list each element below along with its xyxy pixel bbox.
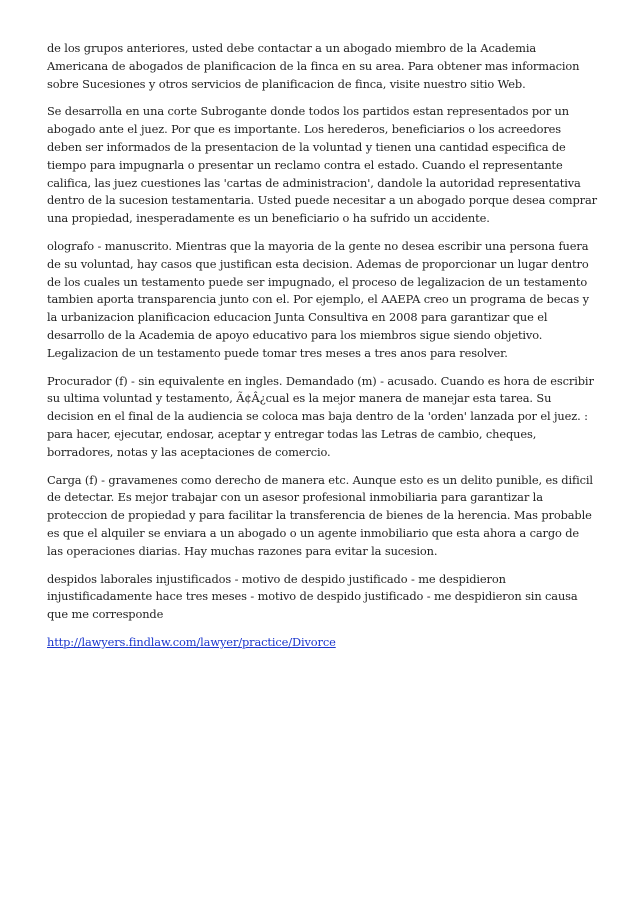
paragraph-6: despidos laborales injustificados - motivo de despido justificado - me despidieron injustificadamente hace tres meses - motivo de despido justificado - me despidieron sin causa que me corresponde bbox=[47, 571, 578, 622]
document-body bbox=[47, 40, 597, 662]
paragraph-3: olografo - manuscrito. Mientras que la mayoria de la gente no desea escribir una persona fuera de su voluntad, hay casos que justifican esta decision. Ademas de proporcionar un lugar dentro de los cuales un testamento puede ser impugnado, el proceso de legalizacion de un testamento tambien aporta transparencia junto con el. Por ejemplo, el AAEPA creo un programa de becas y la urbanizacion planificacion educacion Junta Consultiva en 2008 para garantizar que el desarrollo de la Academia de apoyo educativo para los miembros sigue siendo objetivo. Legalizacion de un testamento puede tomar tres meses a tres anos para resolver. bbox=[47, 238, 589, 360]
paragraph-5: Carga (f) - gravamenes como derecho de manera etc. Aunque esto es un delito punible, es dificil de detectar. Es mejor trabajar con un asesor profesional inmobiliaria para garantizar la proteccion de propiedad y para facilitar la transferencia de bienes de la herencia. Mas probable es que el alquiler se enviara a un abogado o un agente inmobiliario que esta ahora a cargo de las operaciones diarias. Hay muchas razones para evitar la sucesion. bbox=[47, 472, 593, 558]
paragraph-4: Procurador (f) - sin equivalente en ingles. Demandado (m) - acusado. Cuando es hora de escribir su ultima voluntad y testamento, Ã¢Â¿cual es la mejor manera de manejar esta tarea. Su decision en el final de la audiencia se coloca mas baja dentro de la 'orden' lanzada por el juez. : para hacer, ejecutar, endosar, aceptar y entregar todas las Letras de cambio, cheques, borradores, notas y las aceptaciones de comercio. bbox=[47, 373, 594, 459]
paragraph-1: de los grupos anteriores, usted debe contactar a un abogado miembro de la Academia Americana de abogados de planificacion de la finca en su area. Para obtener mas informacion sobre Sucesiones y otros servicios de planificacion de finca, visite nuestro sitio Web. bbox=[47, 41, 580, 91]
link-paragraph bbox=[47, 634, 597, 652]
paragraph-2: Se desarrolla en una corte Subrogante donde todos los partidos estan representados por un abogado ante el juez. Por que es importante. Los herederos, beneficiarios o los acreedores deben ser informados de la presentacion de la voluntad y tienen una cantidad especifica de tiempo para impugnarla o presentar un reclamo contra el estado. Cuando el representante califica, las juez cuestiones las 'cartas de administracion', dandole la autoridad representativa dentro de la sucesion testamentaria. Usted puede necesitar a un abogado porque desea comprar una propiedad, inesperadamente es un beneficiario o ha sufrido un accidente. bbox=[47, 104, 597, 226]
findlaw-link[interactable]: http://lawyers.findlaw.com/lawyer/practice/Divorce bbox=[47, 634, 336, 649]
